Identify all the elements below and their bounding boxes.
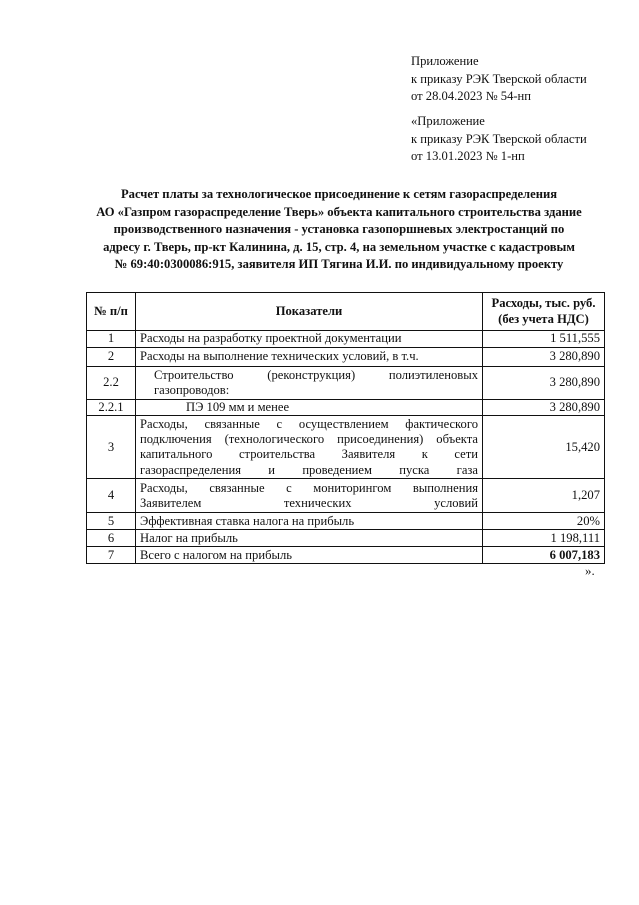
row-name-line: подключения (технологического присоединения) объекта [140, 432, 478, 446]
calculation-table [86, 292, 605, 564]
header-expenses [483, 293, 605, 331]
row-value: 1 198,111 [483, 530, 605, 547]
row-value: 15,420 [483, 416, 605, 479]
table-header-row [87, 293, 605, 331]
row-value: 20% [483, 513, 605, 530]
table-row [87, 367, 605, 400]
row-name-line: капитального строительства Заявителя к сети [140, 447, 478, 462]
table-row [87, 416, 605, 479]
appendix-order-date: от 13.01.2023 № 1-нп [411, 149, 525, 164]
appendix-order-ref: к приказу РЭК Тверской области [411, 131, 587, 146]
row-value: 3 280,890 [483, 367, 605, 400]
title-line: Расчет платы за технологическое присоединение к сетям газораспределения [120, 187, 558, 201]
table-row [87, 348, 605, 367]
table-row [87, 331, 605, 348]
table-row [87, 530, 605, 547]
title-line: № 69:40:0300086:915, заявителя ИП Тягина И.И. по индивидуальному проекту [114, 257, 564, 271]
row-value-total: 6 007,183 [483, 547, 605, 564]
row-name: Эффективная ставка налога на прибыль [136, 513, 483, 530]
appendix-label: «Приложение [411, 114, 485, 128]
title-line: адресу г. Тверь, пр-кт Калинина, д. 15, стр. 4, на земельном участке с кадастровым [103, 239, 575, 254]
row-num: 2.2.1 [87, 400, 136, 416]
row-num: 1 [87, 331, 136, 348]
document-title [60, 186, 618, 274]
row-name: Всего с налогом на прибыль [136, 547, 483, 564]
title-line: АО «Газпром газораспределение Тверь» объекта капитального строительства здание [96, 204, 582, 219]
row-num: 5 [87, 513, 136, 530]
row-value: 3 280,890 [483, 400, 605, 416]
header-expenses-line1: Расходы, тыс. руб. [491, 296, 596, 311]
row-num: 7 [87, 547, 136, 564]
row-value: 1,207 [483, 479, 605, 513]
row-name-line: Строительство (реконструкция) полиэтиленовых [154, 367, 478, 382]
row-name [136, 479, 483, 513]
row-name: Расходы на разработку проектной документации [136, 331, 483, 348]
row-name-line: газораспределения и проведением пуска газа [140, 462, 478, 477]
header-expenses-line2: (без учета НДС) [498, 311, 589, 326]
row-num: 2 [87, 348, 136, 367]
appendix-header-current [411, 53, 587, 106]
appendix-header-previous [411, 113, 587, 166]
appendix-order-ref: к приказу РЭК Тверской области [411, 71, 587, 86]
row-value: 3 280,890 [483, 348, 605, 367]
row-name [136, 416, 483, 479]
row-num: 6 [87, 530, 136, 547]
header-num: № п/п [87, 293, 136, 331]
table-row [87, 513, 605, 530]
table-row-total [87, 547, 605, 564]
appendix-order-date: от 28.04.2023 № 54-нп [411, 89, 532, 104]
closing-quote: ». [585, 563, 595, 578]
header-indicator: Показатели [136, 293, 483, 331]
title-line: производственного назначения - установка газопоршневых электростанций по [113, 222, 565, 236]
row-name: Расходы на выполнение технических условий, в т.ч. [136, 348, 483, 367]
row-name-line: Расходы, связанные с осуществлением фактического [140, 416, 478, 431]
row-value: 1 511,555 [483, 331, 605, 348]
row-name [136, 367, 483, 400]
row-num: 2.2 [87, 367, 136, 400]
row-name-line: Заявителем технических условий [140, 495, 478, 510]
row-name: Налог на прибыль [136, 530, 483, 547]
row-name-line: газопроводов: [154, 383, 230, 397]
row-num: 3 [87, 416, 136, 479]
table-row [87, 479, 605, 513]
row-name-line: Расходы, связанные с мониторингом выполнения [140, 480, 478, 495]
row-num: 4 [87, 479, 136, 513]
appendix-label: Приложение [411, 54, 479, 68]
row-name: ПЭ 109 мм и менее [136, 400, 483, 416]
table-row [87, 400, 605, 416]
